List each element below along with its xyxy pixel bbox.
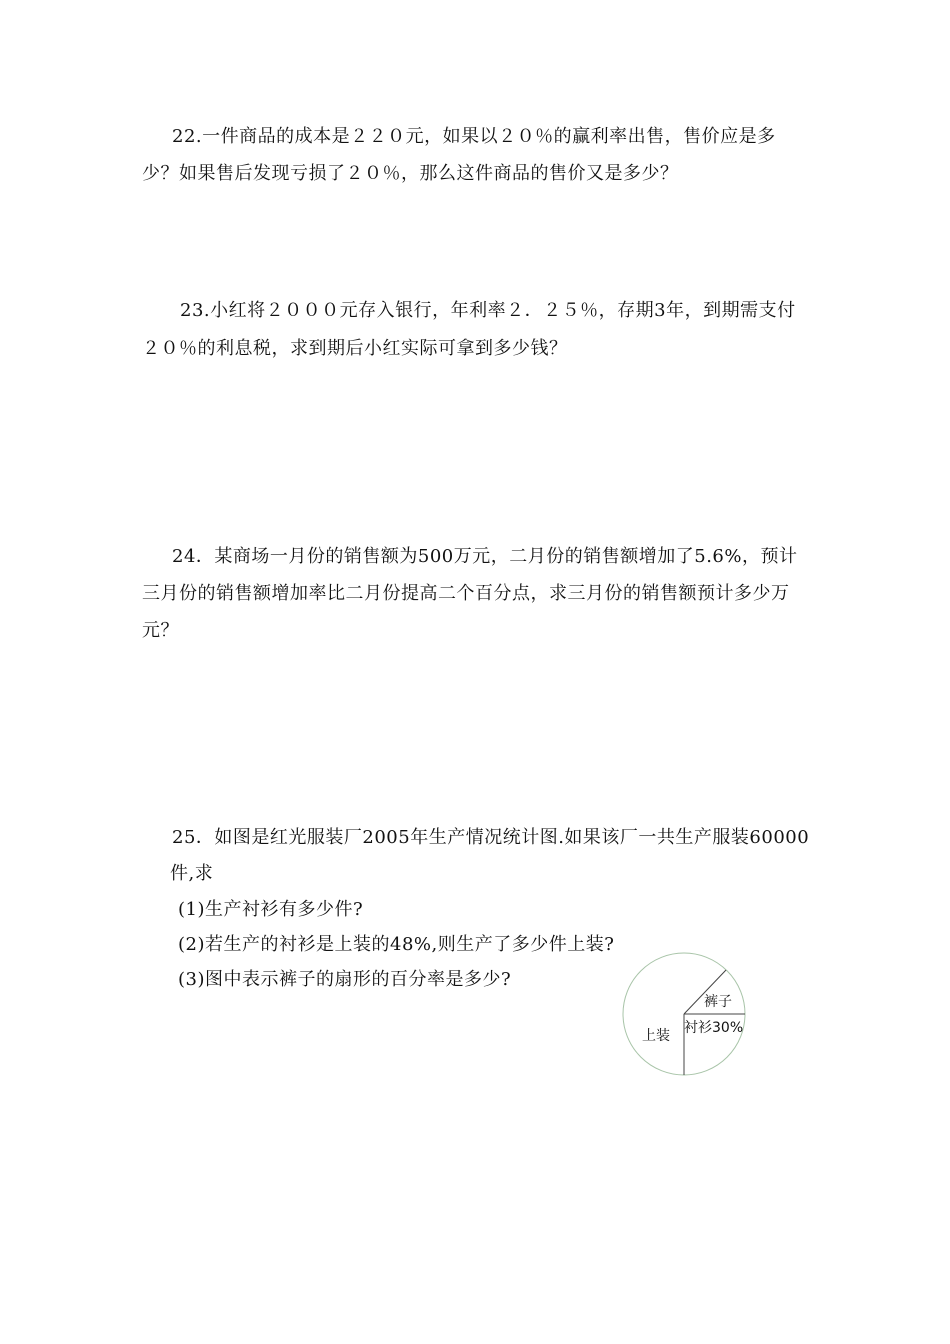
pie-label-shirts: 衬衫30%: [684, 1020, 744, 1036]
q24-line-1: 24．某商场一月份的销售额为500万元，二月份的销售额增加了5.6%，预计: [172, 546, 798, 567]
q24-line-2: 三月份的销售额增加率比二月份提高二个百分点，求三月份的销售额预计多少万: [142, 583, 790, 604]
q25-sub-question-1: (1)生产衬衫有多少件?: [178, 899, 364, 920]
pie-label-tops: 上装: [642, 1028, 670, 1044]
pie-label-trousers: 裤子: [704, 994, 732, 1010]
q25-sub-question-3: (3)图中表示裤子的扇形的百分率是多少?: [178, 969, 512, 990]
q22-line-2: 少？如果售后发现亏损了２０％，那么这件商品的售价又是多少？: [142, 163, 679, 184]
pie-chart: [618, 948, 750, 1080]
q25-line-1: 25．如图是红光服装厂2005年生产情况统计图.如果该厂一共生产服装60000: [172, 827, 810, 848]
q23-line-1: 23.小红将２０００元存入银行，年利率２．２５％，存期3年，到期需支付: [180, 300, 796, 321]
q25-sub-question-2: (2)若生产的衬衫是上装的48%,则生产了多少件上装?: [178, 934, 615, 955]
q22-line-1: 22.一件商品的成本是２２０元，如果以２０％的赢利率出售，售价应是多: [172, 126, 776, 147]
q25-line-2: 件,求: [170, 863, 214, 884]
q24-line-3: 元？: [142, 620, 179, 641]
q23-line-2: ２０％的利息税，求到期后小红实际可拿到多少钱？: [142, 338, 568, 359]
